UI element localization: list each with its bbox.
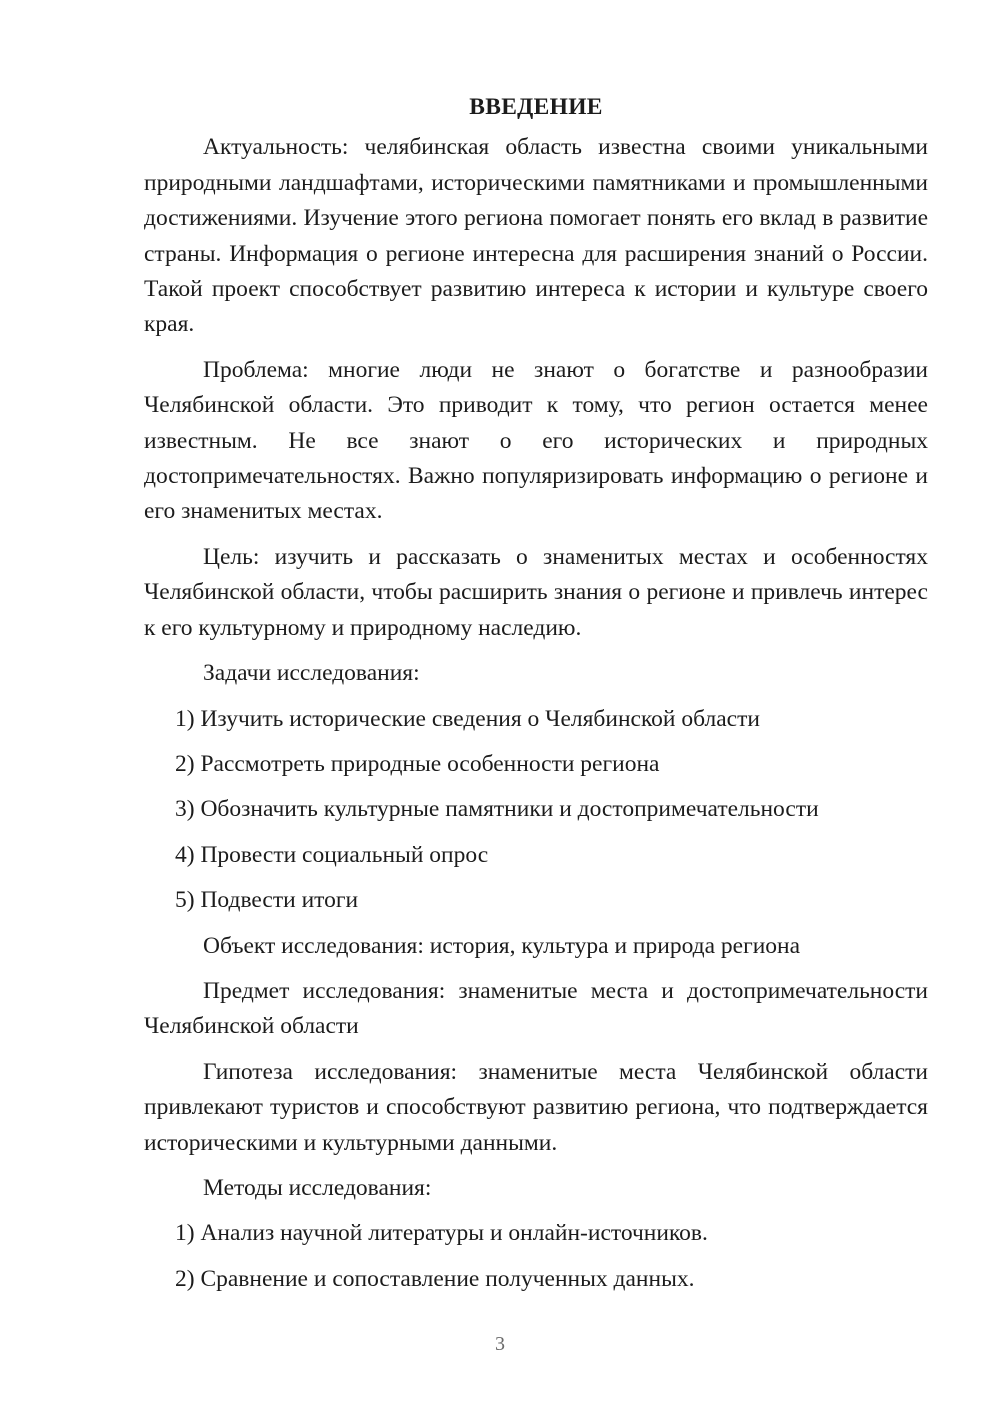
subject-paragraph: Предмет исследования: знаменитые места и достопримечательности Челябинской области [144, 977, 928, 1040]
page-number: 3 [495, 1333, 505, 1355]
hypothesis-paragraph: Гипотеза исследования: знаменитые места Челябинской области привлекают туристов и способствуют развитию региона, что подтверждается историческими и культурными данными. [144, 1058, 928, 1156]
methods-list [144, 1216, 928, 1297]
tasks-heading: Задачи исследования: [203, 660, 420, 687]
problem-paragraph: Проблема: многие люди не знают о богатстве и разнообразии Челябинской области. Это приводит к тому, что регион остается менее известным. Не все знают о его исторических и природных достопримечательностях. Важно популяризировать информацию о регионе и его знаменитых местах. [144, 356, 928, 525]
list-item: 3) Обозначить культурные памятники и достопримечательности [175, 796, 819, 823]
document-page [144, 90, 928, 1307]
object-paragraph: Объект исследования: история, культура и природа региона [203, 932, 801, 959]
relevance-paragraph: Актуальность: челябинская область известна своими уникальными природными ландшафтами, историческими памятниками и промышленными достижениями. Изучение этого региона помогает понять его вклад в развитие страны. Информация о регионе интересна для расширения знаний о России. Такой проект способствует развитию интереса к истории и культуре своего края. [144, 134, 928, 338]
list-item: 2) Рассмотреть природные особенности региона [175, 750, 660, 777]
list-item: 1) Анализ научной литературы и онлайн-источников. [175, 1220, 708, 1247]
tasks-list [144, 702, 928, 919]
list-item: 1) Изучить исторические сведения о Челябинской области [175, 705, 760, 732]
list-item: 5) Подвести итоги [175, 887, 359, 914]
list-item: 2) Сравнение и сопоставление полученных данных. [175, 1265, 695, 1292]
methods-heading: Методы исследования: [203, 1174, 432, 1201]
list-item: 4) Провести социальный опрос [175, 841, 489, 868]
section-title: ВВЕДЕНИЕ [469, 94, 603, 120]
goal-paragraph: Цель: изучить и рассказать о знаменитых местах и особенностях Челябинской области, чтобы расширить знания о регионе и привлечь интерес к его культурному и природному наследию. [144, 543, 928, 641]
